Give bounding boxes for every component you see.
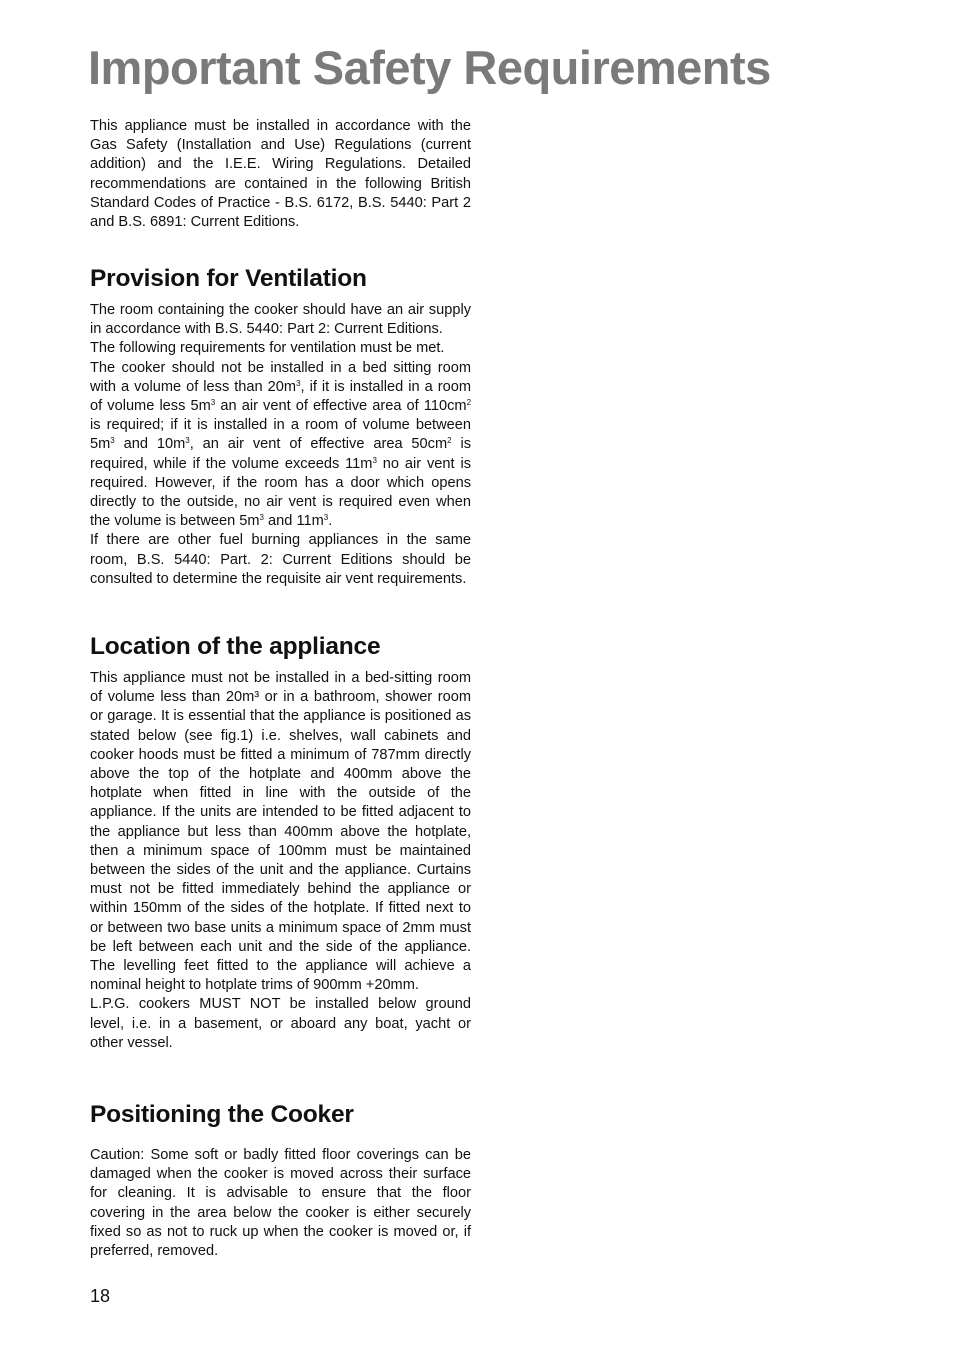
ventilation-text-g: is required, while if the volume exceeds 11m bbox=[90, 436, 471, 472]
ventilation-text-j: . bbox=[328, 513, 333, 530]
intro-paragraph: This appliance must be installed in accordance with the Gas Safety (Installation and Use) Regulations (current addition) and the I.E.E. Wiring Regulations. Detailed recommendations are contained in the following British Standard Codes of Practice - B.S. 6172, B.S. 5440: Part 2 and B.S. 6891: Current Editions. bbox=[90, 118, 471, 231]
page-title: Important Safety Requirements bbox=[88, 41, 771, 94]
ventilation-text-f: , an air vent of effective area 50cm bbox=[189, 436, 448, 453]
superscript: 3 bbox=[372, 455, 377, 465]
superscript: 3 bbox=[185, 436, 190, 446]
ventilation-section bbox=[90, 264, 471, 294]
intro-section bbox=[90, 117, 471, 232]
ventilation-body bbox=[90, 301, 471, 589]
location-paragraph-1: This appliance must not be installed in a bed-sitting room of volume less than 20m³ or in a bathroom, shower room or garage. It is essential that the appliance is positioned as stated below (see fig.1) i.e. shelves, wall cabinets and cooker hoods must be fitted a minimum of 787mm directly above the top of the hotplate and 400mm above the hotplate when fitted in line with the outside of the appliance. If the units are intended to be fitted adjacent to the appliance but less than 400mm above the hotplate, then a minimum space of 100mm must be maintained between the sides of the unit and the appliance. Curtains must not be fitted immediately behind the appliance or within 150mm of the sides of the hotplate. If fitted next to or between two base units a minimum space of 2mm must be left between each unit and the side of the appliance. The levelling feet fitted to the appliance will achieve a nominal height to hotplate trims of 900mm +20mm. bbox=[90, 670, 471, 994]
superscript: 3 bbox=[296, 378, 301, 388]
superscript: 3 bbox=[259, 513, 264, 523]
ventilation-paragraph-2: The following requirements for ventilation must be met. bbox=[90, 340, 445, 357]
ventilation-paragraph-4: If there are other fuel burning appliances in the same room, B.S. 5440: Part. 2: Current Editions should be consulted to determine the requisite air vent requirements. bbox=[90, 532, 471, 587]
positioning-body bbox=[90, 1146, 471, 1261]
positioning-heading: Positioning the Cooker bbox=[90, 1101, 354, 1128]
location-paragraph-2: L.P.G. cookers MUST NOT be installed below ground level, i.e. in a basement, or aboard any boat, yacht or other vessel. bbox=[90, 996, 471, 1051]
positioning-section bbox=[90, 1100, 471, 1130]
superscript: 3 bbox=[323, 513, 329, 523]
positioning-paragraph-1: Caution: Some soft or badly fitted floor coverings can be damaged when the cooker is moved across their surface for cleaning. It is advisable to ensure that the floor covering in the area below the cooker is either securely fixed so as not to ruck up when the cooker is moved or, if preferred, removed. bbox=[90, 1147, 471, 1260]
ventilation-paragraph-1: The room containing the cooker should have an air supply in accordance with B.S. 5440: Part 2: Current Editions. bbox=[90, 302, 471, 338]
ventilation-paragraph-3 bbox=[90, 359, 471, 532]
superscript: 3 bbox=[110, 436, 115, 446]
superscript: 2 bbox=[466, 398, 472, 408]
superscript: 3 bbox=[210, 398, 216, 408]
ventilation-text-i: and 11m bbox=[264, 513, 324, 530]
ventilation-text-a: The cooker should not be installed in a bed sitting room with a volume of less than 20m bbox=[90, 359, 471, 395]
ventilation-text-e: and 10m bbox=[114, 436, 186, 453]
ventilation-text-c: an air vent of effective area of 110cm bbox=[215, 398, 467, 415]
location-body bbox=[90, 669, 471, 1053]
ventilation-text-d: is required; if it is installed in a room of volume between 5m bbox=[90, 417, 471, 453]
ventilation-text-b: , if it is installed in a room of volume less 5m bbox=[90, 378, 471, 415]
ventilation-text-h: no air vent is required. However, if the room has a door which opens directly to the outside, no air vent is required even when the volume is between 5m bbox=[90, 455, 471, 530]
page-number: 18 bbox=[90, 1286, 111, 1306]
ventilation-heading: Provision for Ventilation bbox=[90, 265, 367, 292]
superscript: 2 bbox=[447, 436, 452, 446]
location-section bbox=[90, 632, 471, 662]
location-heading: Location of the appliance bbox=[90, 633, 381, 660]
